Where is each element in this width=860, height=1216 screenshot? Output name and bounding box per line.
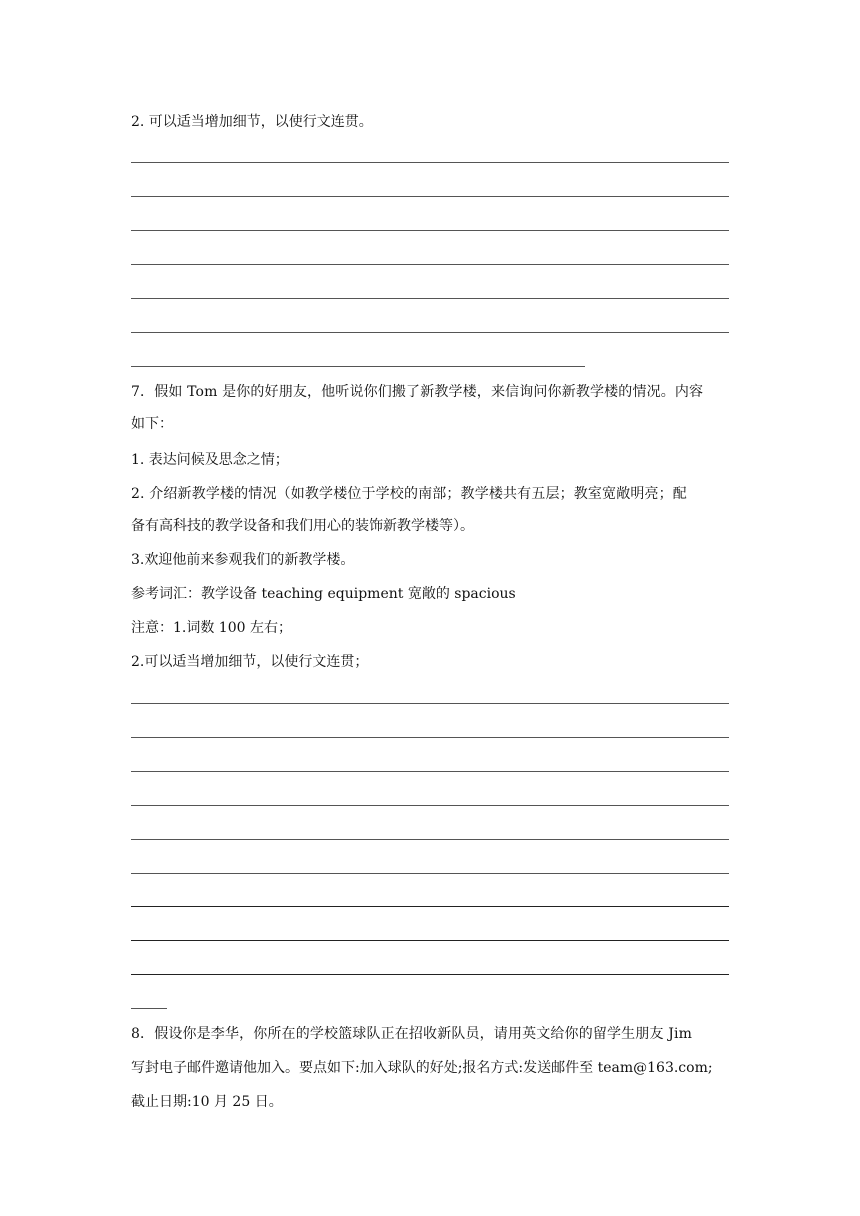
q8-prompt-line1: 8．假设你是李华，你所在的学校篮球队正在招收新队员，请用英文给你的留学生朋友 Jim bbox=[131, 1026, 693, 1042]
q8-prompt-line2: 写封电子邮件邀请他加入。要点如下:加入球队的好处;报名方式:发送邮件至 team@163.com; bbox=[131, 1060, 713, 1076]
answer-line[interactable] bbox=[131, 1008, 167, 1009]
answer-line[interactable] bbox=[131, 703, 729, 704]
answer-line[interactable] bbox=[131, 805, 729, 806]
q7-prompt-line1: 7．假如 Tom 是你的好朋友，他听说你们搬了新教学楼，来信询问你新教学楼的情况。内容 bbox=[131, 384, 704, 400]
answer-line[interactable] bbox=[131, 940, 729, 941]
q7-point-2b: 备有高科技的教学设备和我们用心的装饰新教学楼等）。 bbox=[131, 518, 474, 534]
answer-line[interactable] bbox=[131, 162, 729, 163]
answer-line[interactable] bbox=[131, 366, 585, 367]
answer-line[interactable] bbox=[131, 974, 729, 975]
answer-line[interactable] bbox=[131, 839, 729, 840]
q7-point-2a: 2. 介绍新教学楼的情况（如教学楼位于学校的南部；教学楼共有五层；教室宽敞明亮；配 bbox=[131, 486, 687, 502]
answer-line[interactable] bbox=[131, 906, 729, 907]
answer-line[interactable] bbox=[131, 264, 729, 265]
answer-line[interactable] bbox=[131, 230, 729, 231]
answer-line[interactable] bbox=[131, 298, 729, 299]
answer-line[interactable] bbox=[131, 873, 729, 874]
answer-line[interactable] bbox=[131, 332, 729, 333]
q7-point-1: 1. 表达问候及思念之情； bbox=[131, 452, 289, 468]
answer-line[interactable] bbox=[131, 771, 729, 772]
q7-note-2: 2.可以适当增加细节，以使行文连贯； bbox=[131, 654, 369, 670]
q7-vocab: 参考词汇：教学设备 teaching equipment 宽敞的 spacious bbox=[131, 586, 516, 602]
q7-prompt-line2: 如下： bbox=[131, 416, 173, 432]
q7-point-3: 3.欢迎他前来参观我们的新教学楼。 bbox=[131, 552, 355, 568]
answer-line[interactable] bbox=[131, 196, 729, 197]
answer-line[interactable] bbox=[131, 737, 729, 738]
q7-note-1: 注意：1.词数 100 左右； bbox=[131, 620, 292, 636]
q8-prompt-line3: 截止日期:10 月 25 日。 bbox=[131, 1094, 283, 1110]
q6-requirement-2: 2. 可以适当增加细节，以使行文连贯。 bbox=[131, 114, 373, 130]
